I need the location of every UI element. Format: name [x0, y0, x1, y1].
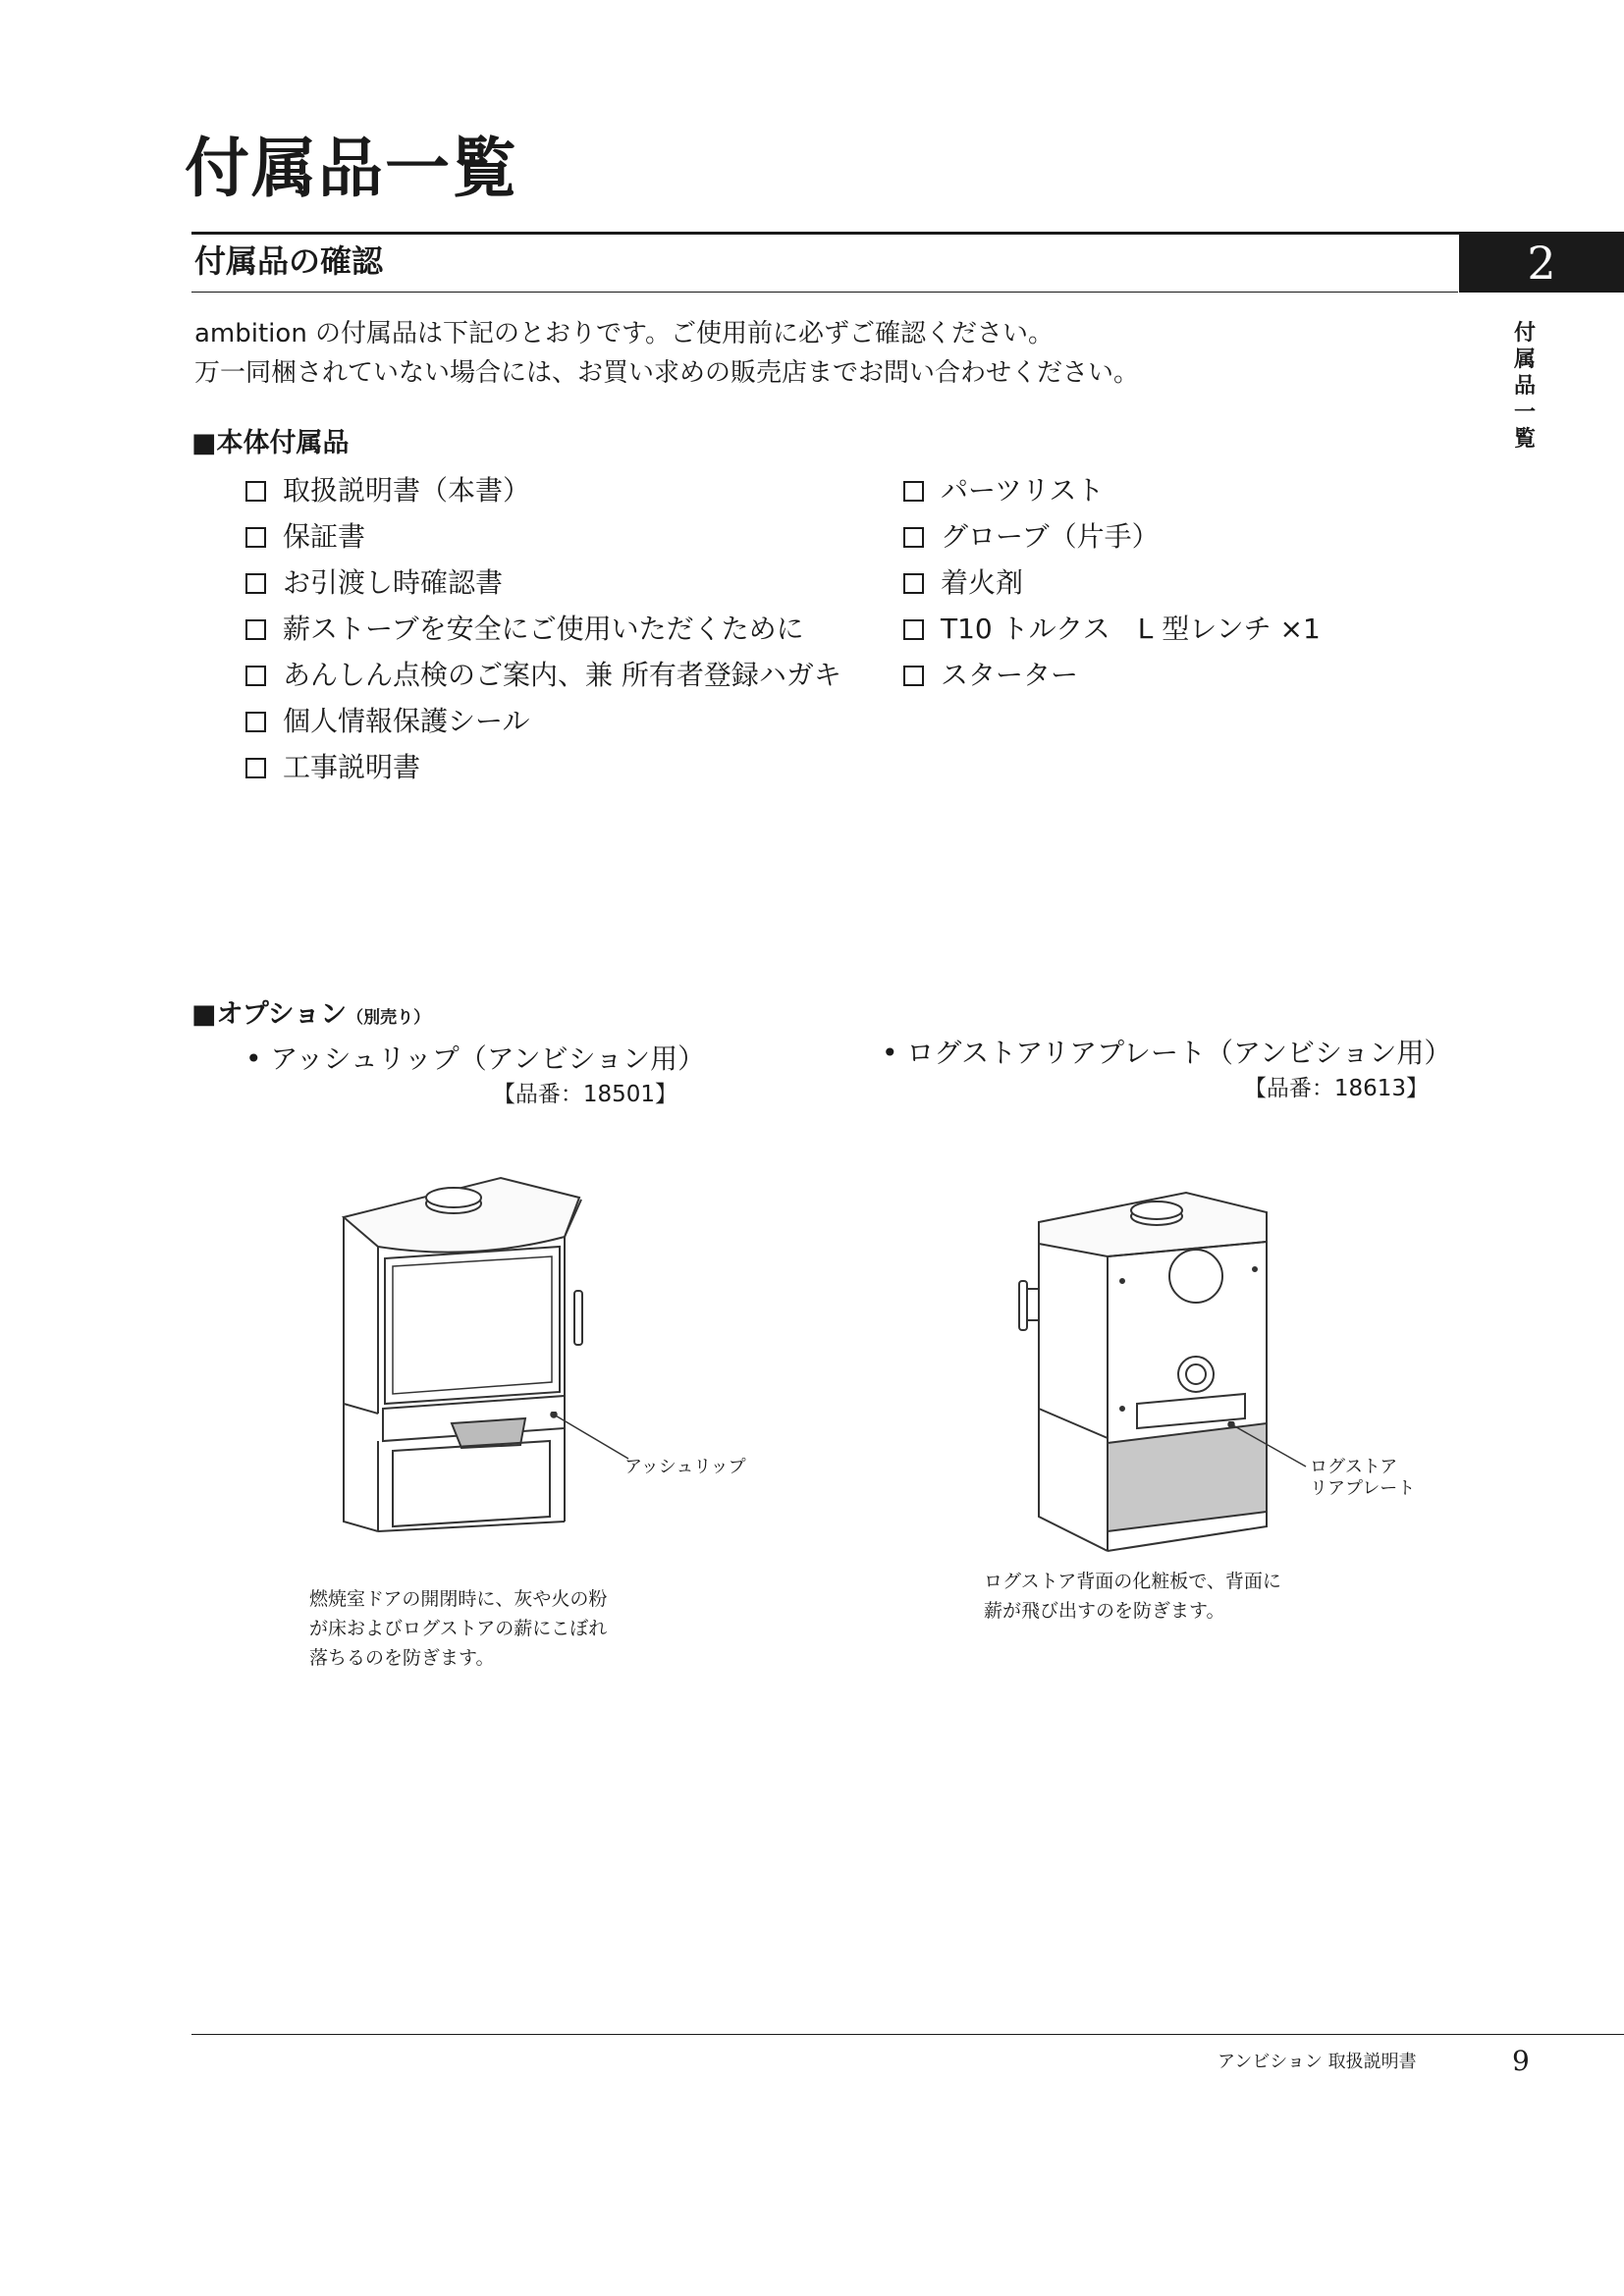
chapter-tab: 2 [1459, 234, 1624, 293]
main-accessories-right-list [903, 467, 1321, 698]
footer-manual-title: アンビション 取扱説明書 [1218, 2052, 1417, 2072]
main-accessories-left-list [245, 467, 841, 790]
ash-lip-callout: アッシュリップ [624, 1457, 746, 1477]
intro-line-2: 万一同梱されていない場合には、お買い求めの販売店までお問い合わせください。 [194, 358, 1140, 388]
checkbox-icon[interactable] [245, 573, 266, 594]
checkbox-icon[interactable] [245, 712, 266, 732]
caption-line: ログストア背面の化粧板で、背面に [984, 1571, 1281, 1592]
option-rear-plate-part-number: 【品番：18613】 [1243, 1076, 1429, 1101]
checklist-item: 取扱説明書（本書） [245, 467, 841, 513]
checklist-item: スターター [903, 652, 1321, 698]
checkbox-icon[interactable] [245, 666, 266, 686]
footer-rule [191, 2034, 1624, 2035]
rear-plate-caption [984, 1567, 1281, 1626]
checklist-item: あんしん点検のご案内、兼 所有者登録ハガキ [245, 652, 841, 698]
options-heading-note: （別売り） [347, 1008, 431, 1028]
page-number: 9 [1512, 2045, 1530, 2077]
option-ash-lip-part-number: 【品番：18501】 [492, 1082, 677, 1107]
checklist-item: お引渡し時確認書 [245, 560, 841, 606]
chapter-side-label: 付属品一覧 [1513, 320, 1536, 452]
callout-line: リアプレート [1310, 1478, 1416, 1499]
caption-line: 燃焼室ドアの開閉時に、灰や火の粉 [309, 1588, 608, 1610]
checkbox-icon[interactable] [903, 619, 924, 640]
checkbox-icon[interactable] [903, 481, 924, 502]
checkbox-icon[interactable] [245, 619, 266, 640]
section-heading: 付属品の確認 [194, 242, 384, 280]
caption-line: 薪が飛び出すのを防ぎます。 [984, 1600, 1225, 1622]
checklist-item: パーツリスト [903, 467, 1321, 513]
caption-line: が床およびログストアの薪にこぼれ [309, 1618, 608, 1639]
checkbox-icon[interactable] [903, 573, 924, 594]
ash-lip-stove-illustration [324, 1158, 619, 1551]
checklist-item: 保証書 [245, 513, 841, 560]
checkbox-icon[interactable] [245, 481, 266, 502]
callout-line: ログストア [1310, 1457, 1398, 1477]
caption-line: 落ちるのを防ぎます。 [309, 1647, 495, 1669]
section-top-rule [191, 232, 1624, 235]
checkbox-icon[interactable] [245, 527, 266, 548]
rear-plate-callout [1310, 1457, 1415, 1500]
ash-lip-caption [309, 1584, 607, 1673]
intro-line-1: ambition の付属品は下記のとおりです。ご使用前に必ずご確認ください。 [194, 319, 1054, 348]
checklist-item: T10 トルクス L 型レンチ ×1 [903, 606, 1321, 652]
checkbox-icon[interactable] [903, 527, 924, 548]
options-heading: ■オプション（別売り） [191, 999, 431, 1030]
option-rear-plate-title: • ログストアリアプレート（アンビション用） [882, 1037, 1452, 1069]
rear-plate-stove-illustration [1009, 1183, 1284, 1566]
ash-lip-leader-line [550, 1412, 648, 1461]
main-accessories-heading: ■本体付属品 [191, 428, 350, 458]
section-bottom-rule [191, 292, 1458, 293]
option-ash-lip-title: • アッシュリップ（アンビション用） [245, 1042, 706, 1075]
checklist-item: グローブ（片手） [903, 513, 1321, 560]
checklist-item: 個人情報保護シール [245, 698, 841, 744]
rear-plate-leader-line [1227, 1421, 1316, 1470]
checkbox-icon[interactable] [903, 666, 924, 686]
checklist-item: 着火剤 [903, 560, 1321, 606]
checklist-item: 工事説明書 [245, 744, 841, 790]
checkbox-icon[interactable] [245, 758, 266, 778]
page-title: 付属品一覧 [185, 130, 518, 206]
checklist-item: 薪ストーブを安全にご使用いただくために [245, 606, 841, 652]
